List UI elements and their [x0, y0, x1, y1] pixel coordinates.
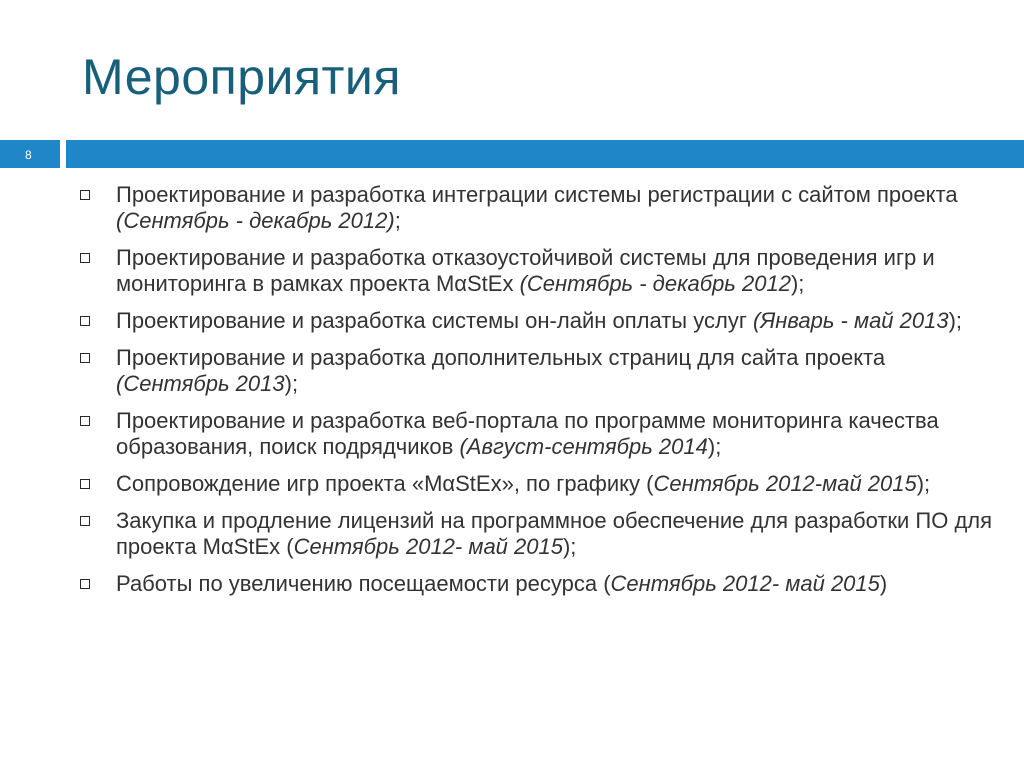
- bullet-list: [80, 182, 995, 608]
- list-item: [80, 508, 995, 560]
- item-text: Проектирование и разработка интеграции системы регистрации с сайтом проекта: [116, 182, 958, 207]
- square-bullet-icon: [80, 316, 90, 326]
- item-text: Закупка и продление лицензий на программное обеспечение для разработки ПО для проекта MαStEx (: [116, 508, 993, 559]
- item-text: Проектирование и разработка веб-портала по программе мониторинга качества образования, поиск подрядчиков: [116, 408, 939, 459]
- square-bullet-icon: [80, 579, 90, 589]
- list-item: [80, 571, 995, 597]
- item-text: Проектирование и разработка отказоустойчивой системы для проведения игр и мониторинга в рамках проекта MαStEx: [116, 245, 935, 296]
- item-text: Работы по увеличению посещаемости ресурса (: [116, 571, 611, 596]
- square-bullet-icon: [80, 253, 90, 263]
- square-bullet-icon: [80, 516, 90, 526]
- item-end: );: [948, 308, 963, 333]
- list-item: [80, 308, 995, 334]
- item-date: (Январь - май 2013: [752, 308, 949, 333]
- item-date: (Сентябрь 2013: [116, 371, 285, 396]
- square-bullet-icon: [80, 416, 90, 426]
- list-item: [80, 408, 995, 460]
- item-date: (Август-сентябрь 2014: [459, 434, 708, 459]
- list-item: [80, 245, 995, 297]
- item-date: (Сентябрь - декабрь 2012): [116, 208, 395, 233]
- square-bullet-icon: [80, 353, 90, 363]
- item-date: Сентябрь 2012- май 2015: [610, 571, 880, 596]
- item-date: Сентябрь 2012- май 2015: [293, 534, 563, 559]
- item-end: ;: [394, 208, 401, 233]
- item-end: );: [284, 371, 299, 396]
- item-text: Проектирование и разработка системы он-лайн оплаты услуг: [116, 308, 753, 333]
- item-date: Сентябрь 2012-май 2015: [653, 471, 917, 496]
- square-bullet-icon: [80, 190, 90, 200]
- list-item: [80, 182, 995, 234]
- list-item: [80, 345, 995, 397]
- item-end: ): [879, 571, 888, 596]
- item-end: );: [707, 434, 722, 459]
- item-end: );: [790, 271, 805, 296]
- slide-title: Мероприятия: [82, 49, 401, 105]
- item-end: );: [916, 471, 931, 496]
- item-date: (Сентябрь - декабрь 2012: [519, 271, 791, 296]
- header-accent-bar: [66, 140, 1024, 168]
- square-bullet-icon: [80, 479, 90, 489]
- list-item: [80, 471, 995, 497]
- item-text: Проектирование и разработка дополнительных страниц для сайта проекта: [116, 345, 886, 370]
- item-text: Сопровождение игр проекта «MαStEx», по графику (: [116, 471, 654, 496]
- item-end: );: [562, 534, 577, 559]
- page-number: 8: [25, 148, 32, 162]
